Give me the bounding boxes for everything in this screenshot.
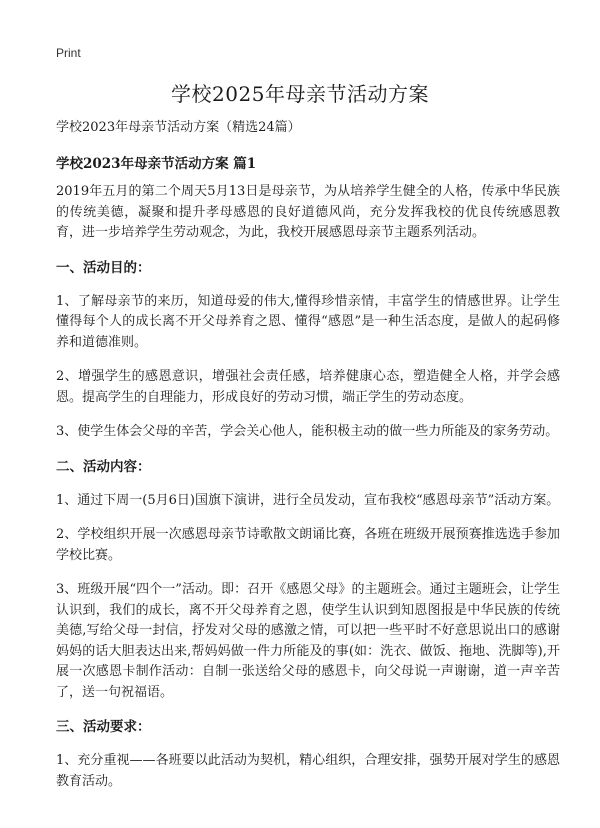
list-item: 3、班级开展“四个一”活动。即：召开《感恩父母》的主题班会。通过主题班会，让学生认识到，我们的成长，离不开父母养育之恩，使学生认识到知恩图报是中华民族的传统美德,写给父母一封信，抒发对父母的感激之情，可以把一些平时不好意思说出口的感谢妈妈的话大胆表达出来,帮妈妈做一件力所能及的事(如：洗衣、做饭、拖地、洗脚等),开展一次感恩卡制作活动：自制一张送给父母的感恩卡，向父母说一声谢谢，道一声辛苦了，送一句祝福语。	[56, 582, 560, 700]
list-item: 1、充分重视——各班要以此活动为契机，精心组织，合理安排，强势开展对学生的感恩教育活动。	[56, 753, 560, 789]
list-item: 2、增强学生的感恩意识，增强社会责任感，培养健康心态，塑造健全人格，并学会感恩。提高学生的自理能力，形成良好的劳动习惯，端正学生的劳动态度。	[56, 369, 560, 405]
section-heading-purpose: 一、活动目的：	[56, 259, 151, 276]
list-item: 1、通过下周一(5月6日)国旗下演讲，进行全员发动，宣布我校“感恩母亲节”活动方案。	[56, 492, 560, 508]
document-subtitle: 学校2023年母亲节活动方案（精选24篇）	[56, 120, 301, 135]
section-heading-requirements: 三、活动要求：	[56, 719, 151, 735]
section-heading-content: 二、活动内容：	[56, 458, 151, 475]
document-body	[56, 118, 560, 806]
section-title: 学校2023年母亲节活动方案 篇1	[56, 156, 257, 172]
print-link[interactable]: Print	[56, 46, 81, 60]
list-item: 3、使学生体会父母的辛苦，学会关心他人，能积极主动的做一些力所能及的家务劳动。	[56, 424, 559, 439]
page-title: 学校2025年母亲节活动方案	[171, 82, 429, 106]
list-item: 1、了解母亲节的来历，知道母爱的伟大,懂得珍惜亲情，丰富学生的情感世界。让学生懂得每个人的成长离不开父母养育之恩、懂得“感恩”是一种生活态度，是做人的起码修养和道德准则。	[56, 293, 560, 350]
intro-paragraph: 2019年五月的第二个周天5月13日是母亲节，为从培养学生健全的人格，传承中华民族的传统美德，凝聚和提升孝母感恩的良好道德风尚，充分发挥我校的优良传统感恩教育，进一步培养学生劳动观念，为此，我校开展感恩母亲节主题系列活动。	[56, 184, 560, 240]
list-item: 2、学校组织开展一次感恩母亲节诗歌散文朗诵比赛，各班在班级开展预赛推选选手参加学校比赛。	[56, 527, 560, 563]
